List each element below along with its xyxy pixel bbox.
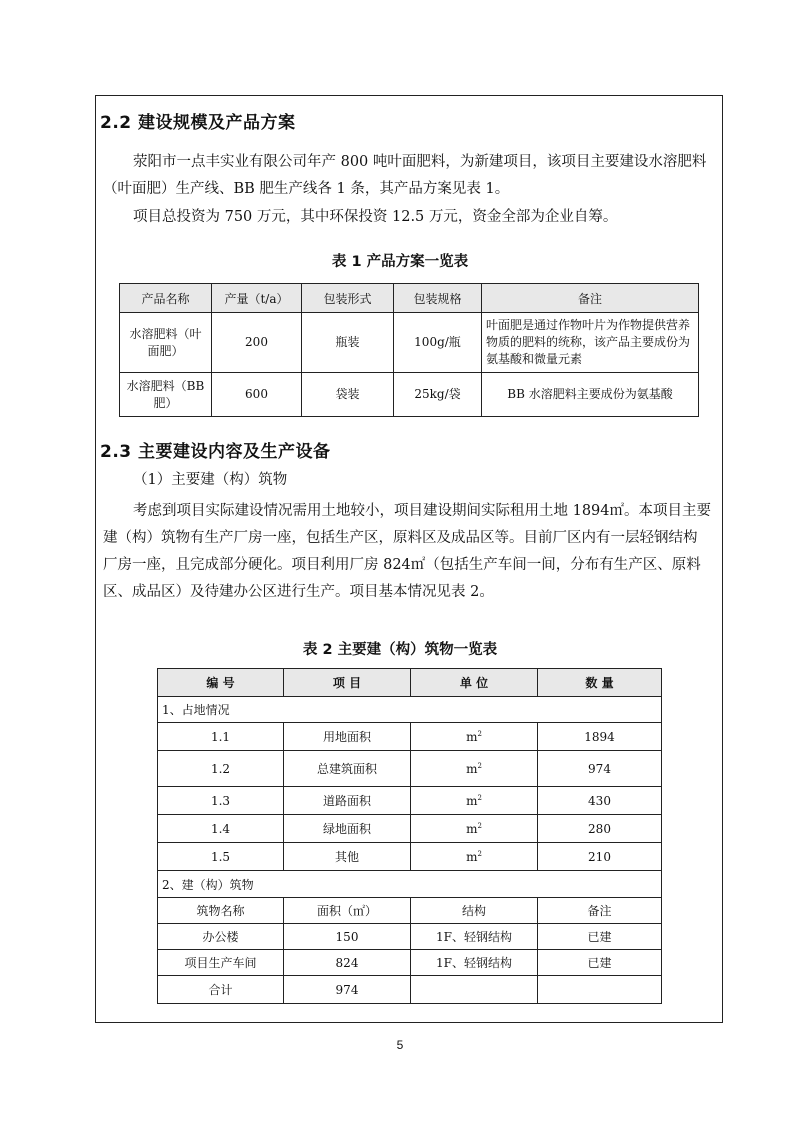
table-cell: 1.1	[158, 723, 284, 751]
table-cell: 道路面积	[284, 787, 411, 815]
structures-table	[157, 668, 662, 1004]
table-cell: 水溶肥料（叶面肥）	[120, 313, 212, 373]
table-cell	[411, 976, 538, 1004]
table-cell: 1F、轻钢结构	[411, 924, 538, 950]
table-header-cell: 数 量	[538, 669, 662, 697]
table-cell: 已建	[538, 950, 662, 976]
unit-text: m	[466, 761, 478, 776]
table-cell: 150	[284, 924, 411, 950]
unit-text: m	[466, 729, 478, 744]
table-header-cell: 单 位	[411, 669, 538, 697]
table-row	[158, 787, 662, 815]
table-cell: 280	[538, 815, 662, 843]
table-header-cell: 包装规格	[394, 284, 482, 313]
table-row	[158, 751, 662, 787]
table-header-cell: 备注	[482, 284, 699, 313]
unit-sup: 2	[477, 849, 482, 858]
table-cell: 其他	[284, 843, 411, 871]
table-header-cell: 包装形式	[302, 284, 394, 313]
table-group-row	[158, 697, 662, 723]
table-row	[158, 815, 662, 843]
product-plan-table	[119, 283, 699, 417]
table-cell: 824	[284, 950, 411, 976]
table-subheader-cell: 备注	[538, 898, 662, 924]
table-cell: 25kg/袋	[394, 373, 482, 417]
unit-cell	[411, 787, 538, 815]
unit-sup: 2	[477, 821, 482, 830]
unit-sup: 2	[477, 793, 482, 802]
subheading-structures: （1）主要建（构）筑物	[133, 472, 288, 488]
unit-cell	[411, 815, 538, 843]
unit-cell	[411, 843, 538, 871]
table-header-cell: 产量（t/a）	[212, 284, 302, 313]
table-cell: 水溶肥料（BB肥）	[120, 373, 212, 417]
unit-sup: 2	[477, 729, 482, 738]
table-row	[120, 373, 699, 417]
unit-text: m	[466, 793, 478, 808]
table-header-cell: 项 目	[284, 669, 411, 697]
table-cell: 1F、轻钢结构	[411, 950, 538, 976]
table-header-row	[158, 669, 662, 697]
unit-sup: 2	[477, 761, 482, 770]
table-cell: 974	[538, 751, 662, 787]
table1-caption: 表 1 产品方案一览表	[331, 254, 469, 270]
table-cell: 合计	[158, 976, 284, 1004]
table-cell: 办公楼	[158, 924, 284, 950]
table-subheader-cell: 结构	[411, 898, 538, 924]
table-row	[158, 843, 662, 871]
table-cell: 瓶装	[302, 313, 394, 373]
table-cell: 绿地面积	[284, 815, 411, 843]
table-cell: 210	[538, 843, 662, 871]
section-heading-2-3: 2.3 主要建设内容及生产设备	[100, 442, 331, 462]
group-label-buildings: 2、建（构）筑物	[158, 871, 662, 898]
table-cell: 1.3	[158, 787, 284, 815]
table-cell: 974	[284, 976, 411, 1004]
table-subheader-cell: 筑物名称	[158, 898, 284, 924]
paragraph-investment: 项目总投资为 750 万元，其中环保投资 12.5 万元，资金全部为企业自筹。	[133, 209, 618, 225]
unit-cell	[411, 751, 538, 787]
table2-caption: 表 2 主要建（构）筑物一览表	[302, 642, 498, 658]
paragraph-project-intro: 荥阳市一点丰实业有限公司年产 800 吨叶面肥料，为新建项目，该项目主要建设水溶肥料（叶面肥）生产线、BB 肥生产线各 1 条，其产品方案见表 1。	[103, 154, 707, 197]
table-cell: 1.4	[158, 815, 284, 843]
page-number: 5	[396, 1038, 404, 1052]
table-header-cell: 编 号	[158, 669, 284, 697]
table-cell	[538, 976, 662, 1004]
table-subheader-cell: 面积（㎡）	[284, 898, 411, 924]
unit-cell	[411, 723, 538, 751]
table-row	[158, 950, 662, 976]
table-header-row	[120, 284, 699, 313]
table-cell: 430	[538, 787, 662, 815]
table-cell: BB 水溶肥料主要成份为氨基酸	[482, 373, 699, 417]
table-header-cell: 产品名称	[120, 284, 212, 313]
group-label-land: 1、占地情况	[158, 697, 662, 723]
table-row	[158, 723, 662, 751]
table-cell: 1894	[538, 723, 662, 751]
table-cell: 100g/瓶	[394, 313, 482, 373]
table-cell: 总建筑面积	[284, 751, 411, 787]
table-cell: 1.2	[158, 751, 284, 787]
table-cell: 项目生产车间	[158, 950, 284, 976]
unit-text: m	[466, 849, 478, 864]
unit-text: m	[466, 821, 478, 836]
section-heading-2-2: 2.2 建设规模及产品方案	[100, 113, 296, 133]
table-subheader-row	[158, 898, 662, 924]
table-cell: 已建	[538, 924, 662, 950]
table-cell: 叶面肥是通过作物叶片为作物提供营养物质的肥料的统称，该产品主要成份为氨基酸和微量元素	[482, 313, 699, 373]
table-row	[158, 924, 662, 950]
table-cell: 1.5	[158, 843, 284, 871]
table-cell: 袋装	[302, 373, 394, 417]
table-cell: 200	[212, 313, 302, 373]
table-cell: 用地面积	[284, 723, 411, 751]
table-cell: 600	[212, 373, 302, 417]
table-group-row	[158, 871, 662, 898]
table-row	[158, 976, 662, 1004]
paragraph-land-use: 考虑到项目实际建设情况需用土地较小，项目建设期间实际租用土地 1894㎡。本项目主要建（构）筑物有生产厂房一座，包括生产区，原料区及成品区等。目前厂区内有一层轻钢结构厂房一座，且完成部分硬化。项目利用厂房 824㎡（包括生产车间一间，分布有生产区、原料区、成品区）及待建办公区进行生产。项目基本情况见表 2。	[103, 503, 712, 600]
table-row	[120, 313, 699, 373]
